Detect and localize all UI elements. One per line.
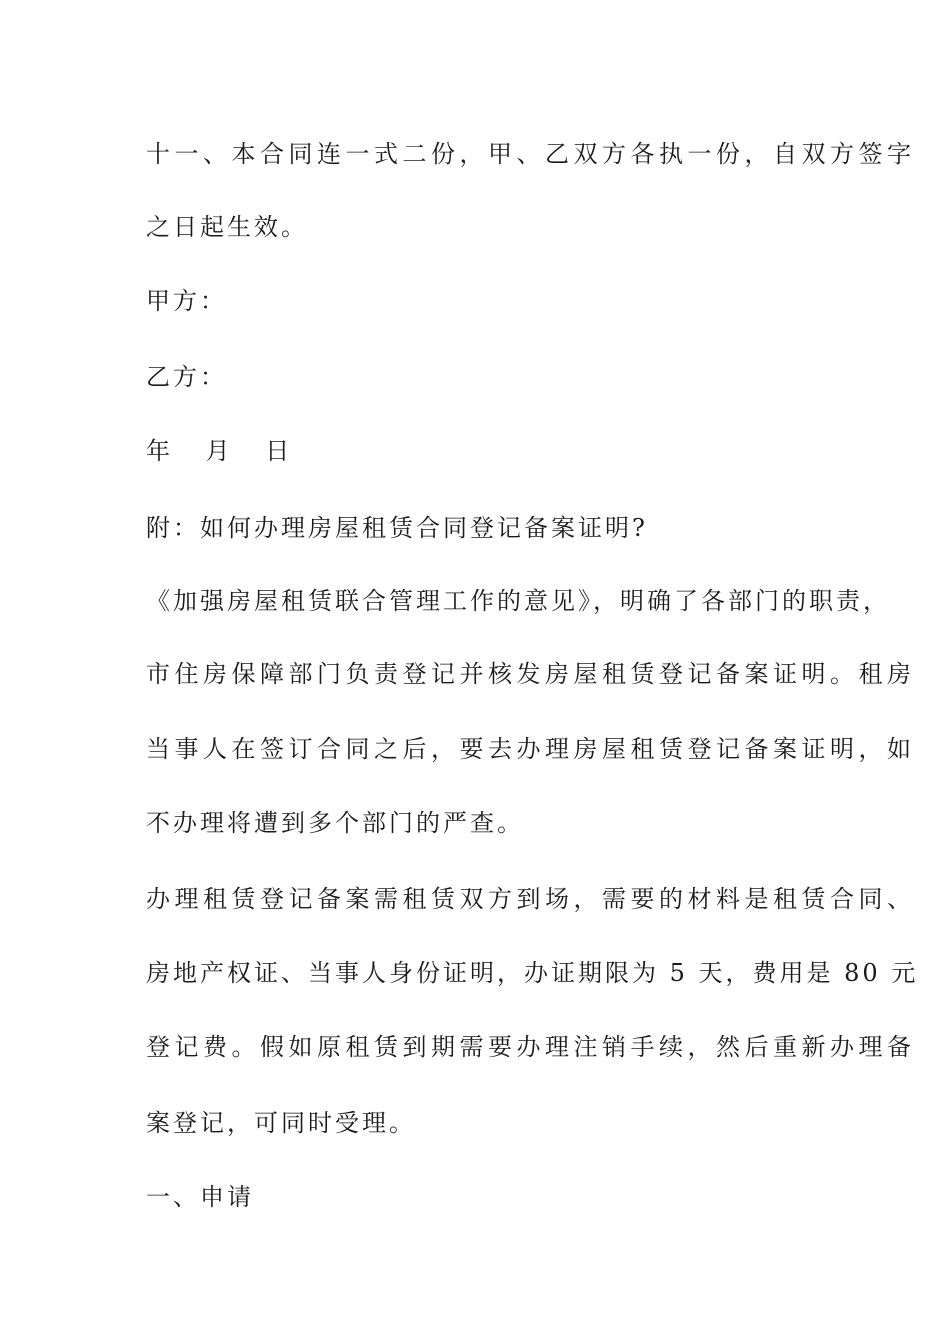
clause-eleven-line-2: 之日起生效。 xyxy=(146,213,308,241)
paragraph-2-line-4: 案登记，可同时受理。 xyxy=(146,1109,416,1137)
party-b-label: 乙方： xyxy=(146,363,227,391)
paragraph-1-line-1: 《加强房屋租赁联合管理工作的意见》，明确了各部门的职责， xyxy=(146,587,890,615)
section-one-heading: 一、申请 xyxy=(146,1183,254,1211)
paragraph-1-line-4: 不办理将遭到多个部门的严查。 xyxy=(146,809,524,837)
paragraph-2-line-3: 登记费。假如原租赁到期需要办理注销手续，然后重新办理备 xyxy=(146,1033,916,1061)
party-a-label: 甲方： xyxy=(146,287,227,315)
paragraph-2-line-1: 办理租赁登记备案需租赁双方到场，需要的材料是租赁合同、 xyxy=(146,885,916,913)
paragraph-1-line-3: 当事人在签订合同之后，要去办理房屋租赁登记备案证明，如 xyxy=(146,735,916,763)
clause-eleven-line-1: 十一、本合同连一式二份，甲、乙双方各执一份，自双方签字 xyxy=(146,140,916,168)
appendix-heading: 附：如何办理房屋租赁合同登记备案证明? xyxy=(146,514,648,542)
paragraph-2-line-2: 房地产权证、当事人身份证明，办证期限为 5 天，费用是 80 元 xyxy=(146,959,919,987)
paragraph-1-line-2: 市住房保障部门负责登记并核发房屋租赁登记备案证明。租房 xyxy=(146,660,916,688)
signing-date-line: 年 月 日 xyxy=(146,437,304,465)
